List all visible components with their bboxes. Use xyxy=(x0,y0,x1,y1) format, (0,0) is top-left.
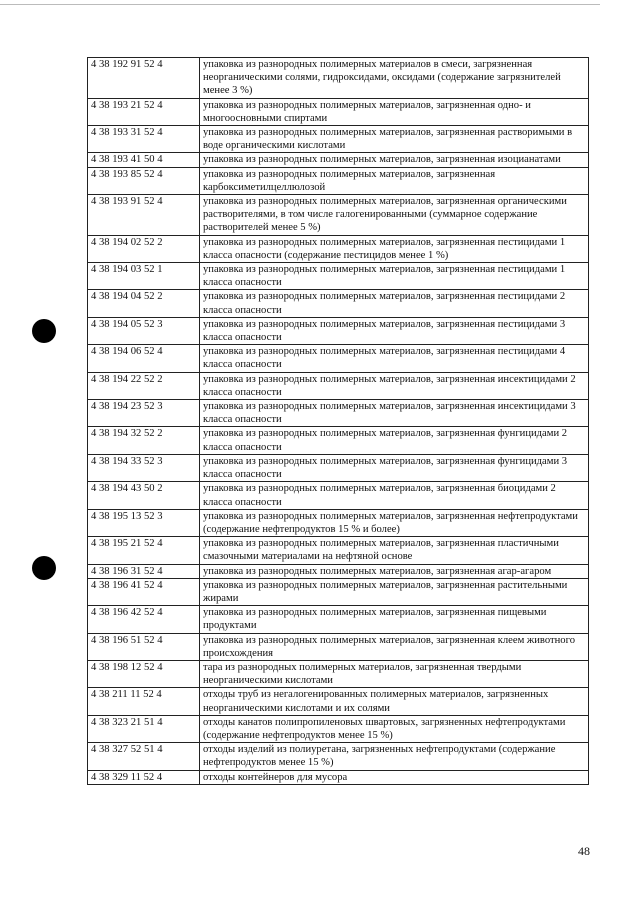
waste-code-cell: 4 38 195 13 52 3 xyxy=(88,509,200,536)
waste-description-cell: упаковка из разнородных полимерных материалов, загрязненная фунгицидами 3 класса опасности xyxy=(200,454,589,481)
table-row xyxy=(88,167,589,194)
table-row xyxy=(88,317,589,344)
waste-code-table xyxy=(87,57,589,785)
waste-code-cell: 4 38 198 12 52 4 xyxy=(88,660,200,687)
table-row xyxy=(88,58,589,99)
table-row xyxy=(88,633,589,660)
table-row xyxy=(88,263,589,290)
waste-code-cell: 4 38 194 32 52 2 xyxy=(88,427,200,454)
waste-code-cell: 4 38 194 04 52 2 xyxy=(88,290,200,317)
waste-code-cell: 4 38 196 41 52 4 xyxy=(88,578,200,605)
waste-code-cell: 4 38 194 05 52 3 xyxy=(88,317,200,344)
page-number: 48 xyxy=(578,844,590,858)
waste-code-cell: 4 38 196 42 52 4 xyxy=(88,606,200,633)
waste-code-cell: 4 38 193 41 50 4 xyxy=(88,153,200,167)
waste-description-cell: отходы изделий из полиуретана, загрязненных нефтепродуктами (содержание нефтепродуктов менее 15 %) xyxy=(200,743,589,770)
waste-description-cell: упаковка из разнородных полимерных материалов, загрязненная пестицидами 4 класса опасности xyxy=(200,345,589,372)
table-row xyxy=(88,98,589,125)
table-row xyxy=(88,578,589,605)
waste-description-cell: тара из разнородных полимерных материалов, загрязненная твердыми неорганическими кислотами xyxy=(200,660,589,687)
waste-code-cell: 4 38 194 02 52 2 xyxy=(88,235,200,262)
waste-code-cell: 4 38 192 91 52 4 xyxy=(88,58,200,99)
waste-code-cell: 4 38 196 31 52 4 xyxy=(88,564,200,578)
table-row xyxy=(88,153,589,167)
waste-description-cell: упаковка из разнородных полимерных материалов в смеси, загрязненная неорганическими солями, гидроксидами, оксидами (содержание загрязнителей менее 3 %) xyxy=(200,58,589,99)
table-row xyxy=(88,606,589,633)
waste-description-cell: упаковка из разнородных полимерных материалов, загрязненная растительными жирами xyxy=(200,578,589,605)
waste-description-cell: упаковка из разнородных полимерных материалов, загрязненная фунгицидами 2 класса опасности xyxy=(200,427,589,454)
table-row xyxy=(88,195,589,236)
waste-code-cell: 4 38 194 22 52 2 xyxy=(88,372,200,399)
table-row xyxy=(88,372,589,399)
table-row xyxy=(88,400,589,427)
waste-code-cell: 4 38 327 52 51 4 xyxy=(88,743,200,770)
waste-description-cell: упаковка из разнородных полимерных материалов, загрязненная пестицидами 1 класса опасности (содержание пестицидов менее 1 %) xyxy=(200,235,589,262)
waste-code-cell: 4 38 195 21 52 4 xyxy=(88,537,200,564)
table-row xyxy=(88,509,589,536)
waste-code-cell: 4 38 194 03 52 1 xyxy=(88,263,200,290)
table-row xyxy=(88,688,589,715)
waste-description-cell: упаковка из разнородных полимерных материалов, загрязненная инсектицидами 2 класса опасности xyxy=(200,372,589,399)
waste-code-cell: 4 38 193 91 52 4 xyxy=(88,195,200,236)
waste-code-cell: 4 38 193 21 52 4 xyxy=(88,98,200,125)
waste-description-cell: упаковка из разнородных полимерных материалов, загрязненная пестицидами 3 класса опасности xyxy=(200,317,589,344)
waste-code-cell: 4 38 194 06 52 4 xyxy=(88,345,200,372)
punch-hole xyxy=(32,319,56,343)
table-row xyxy=(88,715,589,742)
waste-description-cell: упаковка из разнородных полимерных материалов, загрязненная пестицидами 1 класса опасности xyxy=(200,263,589,290)
waste-code-cell: 4 38 196 51 52 4 xyxy=(88,633,200,660)
table-row xyxy=(88,290,589,317)
waste-code-cell: 4 38 329 11 52 4 xyxy=(88,770,200,784)
waste-description-cell: отходы канатов полипропиленовых швартовых, загрязненных нефтепродуктами (содержание нефтепродуктов менее 15 %) xyxy=(200,715,589,742)
waste-code-cell: 4 38 194 23 52 3 xyxy=(88,400,200,427)
punch-hole xyxy=(32,556,56,580)
waste-code-cell: 4 38 193 31 52 4 xyxy=(88,126,200,153)
table-row xyxy=(88,743,589,770)
table-row xyxy=(88,126,589,153)
page-top-edge xyxy=(0,4,600,5)
waste-description-cell: упаковка из разнородных полимерных материалов, загрязненная карбоксиметилцеллюлозой xyxy=(200,167,589,194)
table-row xyxy=(88,770,589,784)
waste-description-cell: упаковка из разнородных полимерных материалов, загрязненная агар-агаром xyxy=(200,564,589,578)
waste-description-cell: отходы контейнеров для мусора xyxy=(200,770,589,784)
waste-code-cell: 4 38 193 85 52 4 xyxy=(88,167,200,194)
waste-description-cell: упаковка из разнородных полимерных материалов, загрязненная растворимыми в воде органическими кислотами xyxy=(200,126,589,153)
table-row xyxy=(88,482,589,509)
table-row xyxy=(88,345,589,372)
table-row xyxy=(88,537,589,564)
table-row xyxy=(88,235,589,262)
waste-description-cell: упаковка из разнородных полимерных материалов, загрязненная нефтепродуктами (содержание нефтепродуктов 15 % и более) xyxy=(200,509,589,536)
table-row xyxy=(88,564,589,578)
waste-description-cell: упаковка из разнородных полимерных материалов, загрязненная клеем животного происхождения xyxy=(200,633,589,660)
waste-code-cell: 4 38 194 43 50 2 xyxy=(88,482,200,509)
waste-description-cell: отходы труб из негалогенированных полимерных материалов, загрязненных неорганическими кислотами и их солями xyxy=(200,688,589,715)
waste-description-cell: упаковка из разнородных полимерных материалов, загрязненная инсектицидами 3 класса опасности xyxy=(200,400,589,427)
waste-description-cell: упаковка из разнородных полимерных материалов, загрязненная изоцианатами xyxy=(200,153,589,167)
waste-code-cell: 4 38 211 11 52 4 xyxy=(88,688,200,715)
waste-description-cell: упаковка из разнородных полимерных материалов, загрязненная пестицидами 2 класса опасности xyxy=(200,290,589,317)
waste-description-cell: упаковка из разнородных полимерных материалов, загрязненная пластичными смазочными материалами на нефтяной основе xyxy=(200,537,589,564)
waste-description-cell: упаковка из разнородных полимерных материалов, загрязненная пищевыми продуктами xyxy=(200,606,589,633)
waste-description-cell: упаковка из разнородных полимерных материалов, загрязненная одно- и многоосновными спиртами xyxy=(200,98,589,125)
waste-code-cell: 4 38 323 21 51 4 xyxy=(88,715,200,742)
waste-description-cell: упаковка из разнородных полимерных материалов, загрязненная биоцидами 2 класса опасности xyxy=(200,482,589,509)
waste-description-cell: упаковка из разнородных полимерных материалов, загрязненная органическими растворителями, в том числе галогенированными (суммарное содержание растворителей менее 5 %) xyxy=(200,195,589,236)
table-row xyxy=(88,454,589,481)
table-row xyxy=(88,427,589,454)
waste-code-cell: 4 38 194 33 52 3 xyxy=(88,454,200,481)
table-row xyxy=(88,660,589,687)
